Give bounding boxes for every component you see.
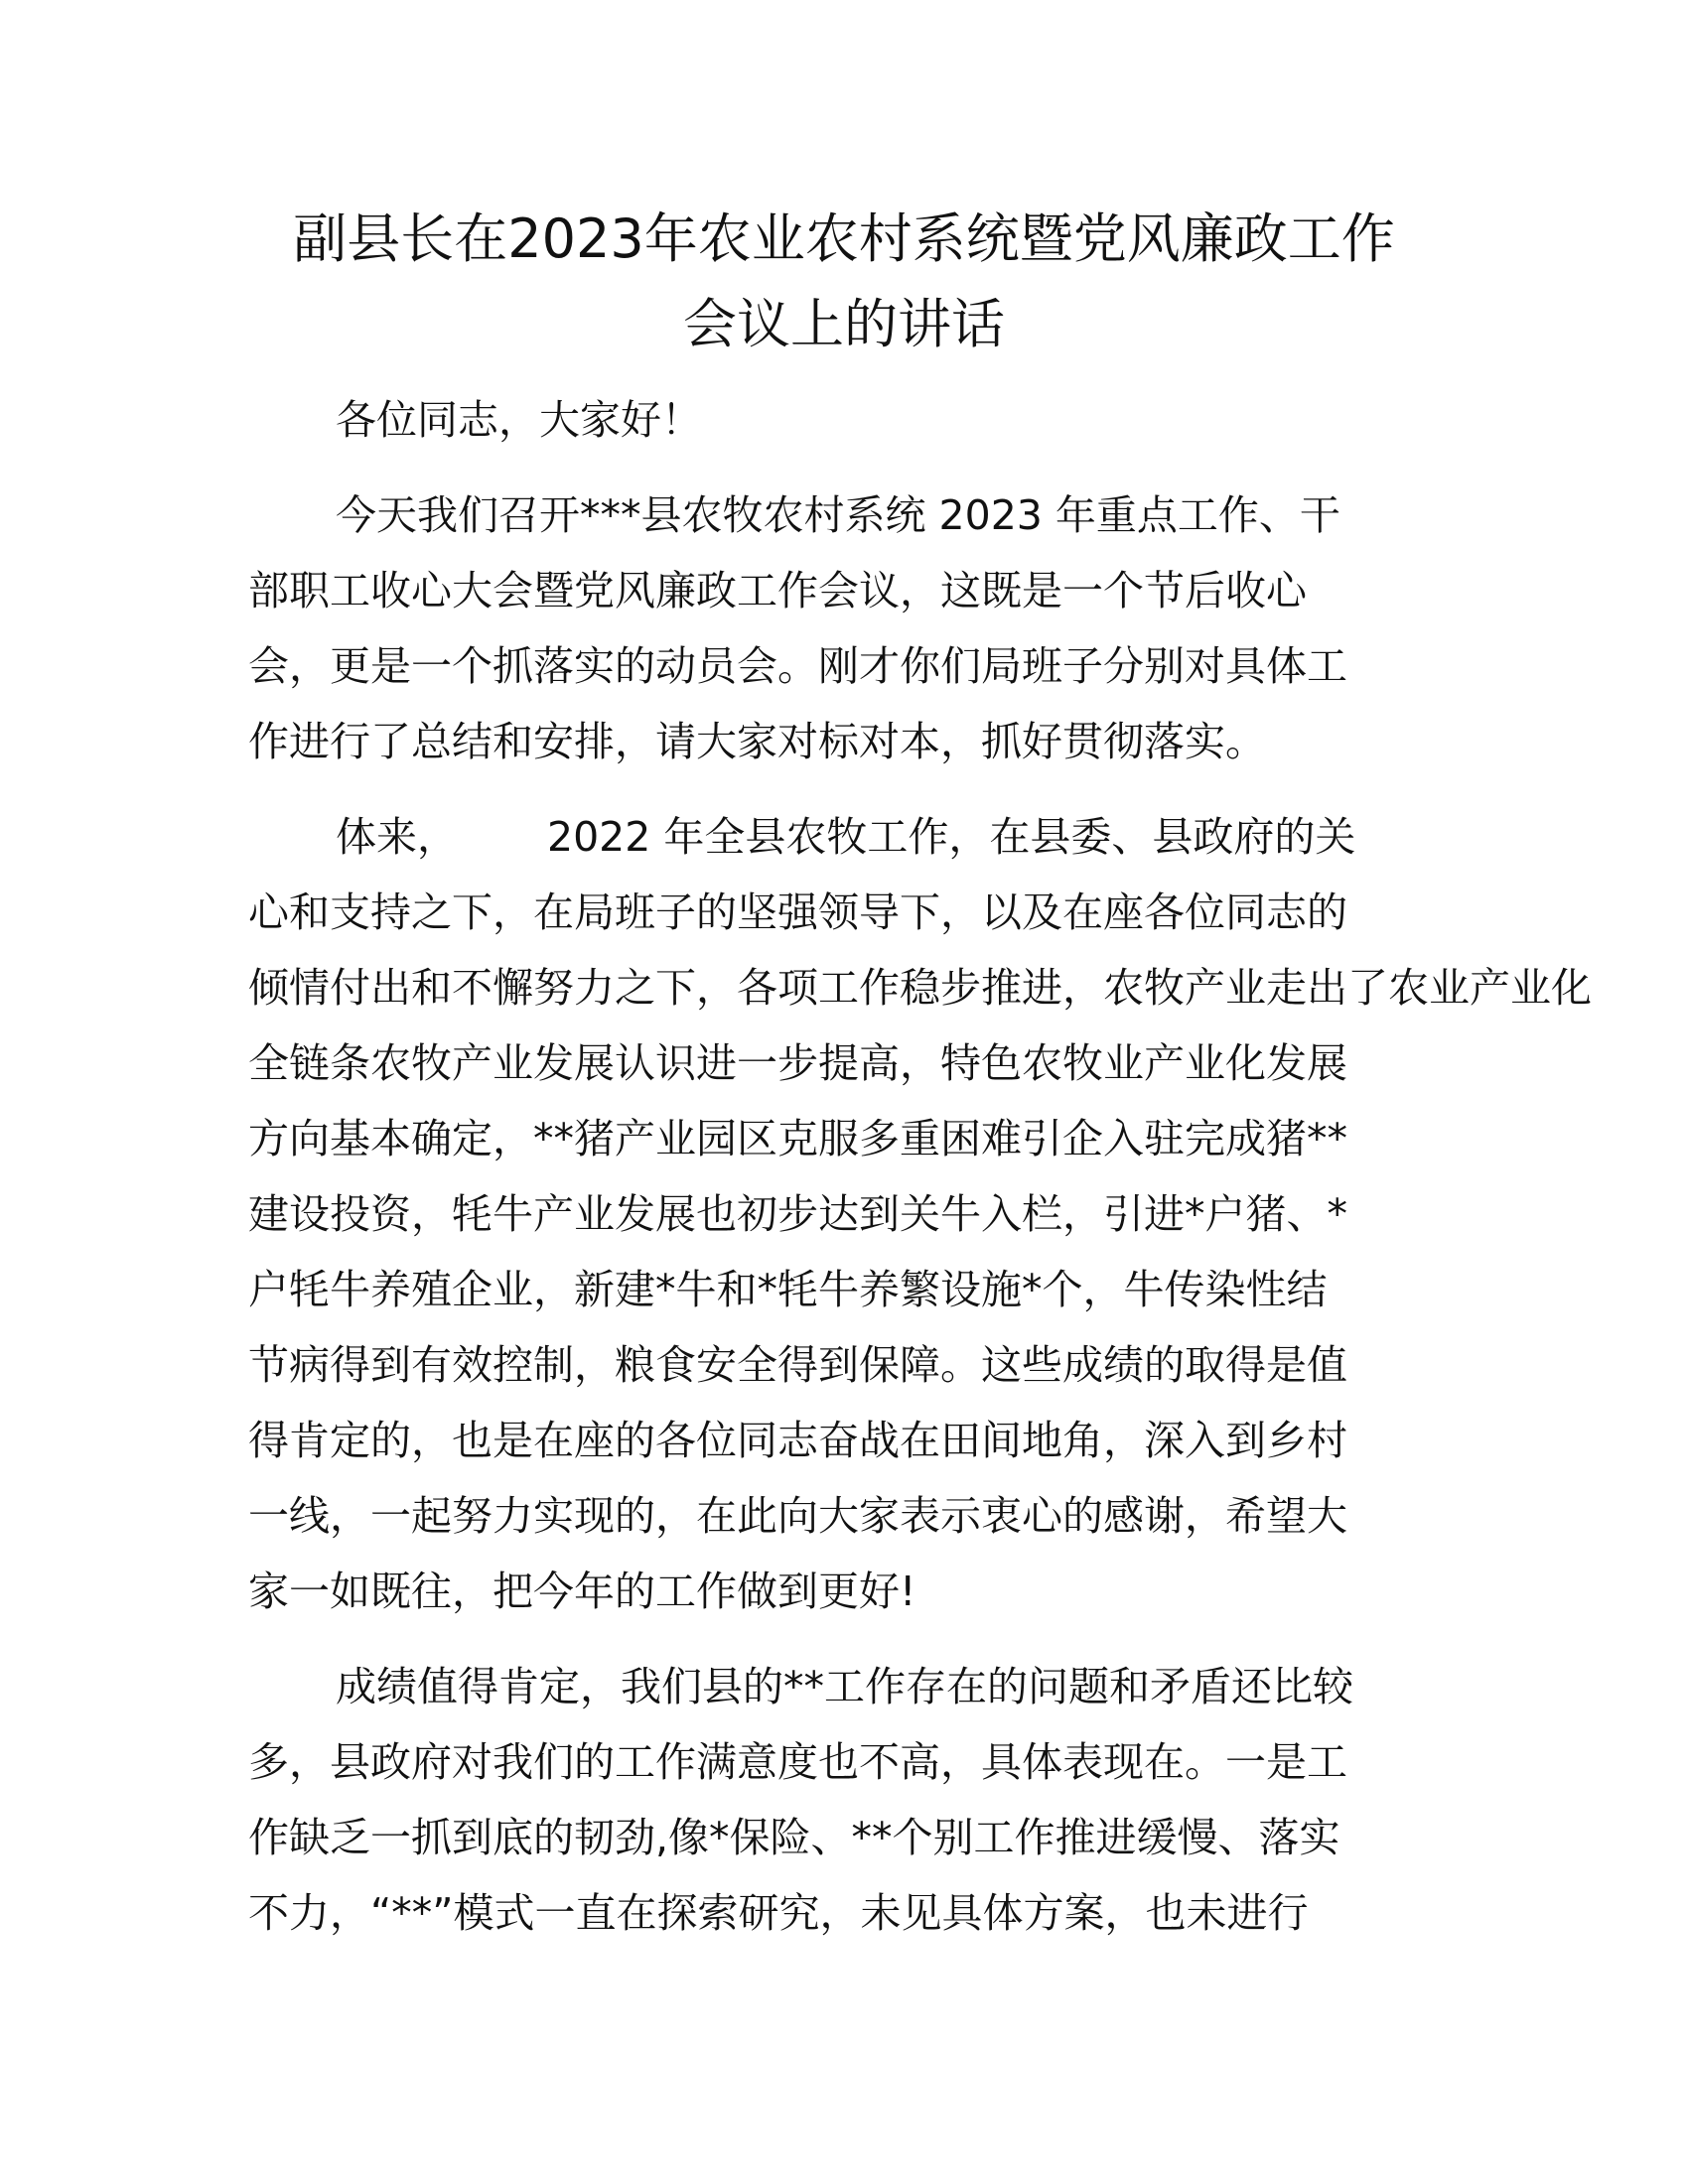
paragraph-line: 多，县政府对我们的工作满意度也不高，具体表现在。一是工 bbox=[248, 1738, 1347, 1786]
paragraph-line: 作进行了总结和安排，请大家对标对本，抓好贯彻落实。 bbox=[248, 718, 1266, 765]
paragraph-3 bbox=[248, 1649, 1440, 1951]
paragraph-line: 全链条农牧产业发展认识进一步提高，特色农牧业产业化发展 bbox=[248, 1039, 1347, 1087]
paragraph-1 bbox=[248, 478, 1440, 779]
paragraph-2 bbox=[248, 799, 1592, 1629]
document-title bbox=[199, 197, 1489, 367]
paragraph-line: 不力，“**”模式一直在探索研究，未见具体方案，也未进行 bbox=[248, 1889, 1309, 1937]
paragraph-line: 家一如既往，把今年的工作做到更好! bbox=[248, 1568, 916, 1615]
paragraph-line: 户牦牛养殖企业，新建*牛和*牦牛养繁设施*个，牛传染性结 bbox=[248, 1266, 1328, 1313]
paragraph-line: 部职工收心大会暨党风廉政工作会议，这既是一个节后收心 bbox=[248, 567, 1307, 614]
paragraph-line: 心和支持之下，在局班子的坚强领导下，以及在座各位同志的 bbox=[248, 888, 1347, 936]
paragraph-line: 节病得到有效控制，粮食安全得到保障。这些成绩的取得是值 bbox=[248, 1341, 1347, 1389]
document-body bbox=[248, 382, 1592, 1971]
greeting-line: 各位同志，大家好！ bbox=[336, 396, 702, 444]
paragraph-line: 得肯定的，也是在座的各位同志奋战在田间地角，深入到乡村 bbox=[248, 1417, 1347, 1464]
paragraph-line: 成绩值得肯定，我们县的**工作存在的问题和矛盾还比较 bbox=[336, 1663, 1353, 1710]
paragraph-line: 建设投资，牦牛产业发展也初步达到关牛入栏，引进*户猪、* bbox=[248, 1190, 1347, 1238]
paragraph-line-overflow: 倾情付出和不懈努力之下，各项工作稳步推进，农牧产业走出了农业产业化 bbox=[248, 964, 1592, 1012]
paragraph-line: 一线，一起努力实现的，在此向大家表示衷心的感谢，希望大 bbox=[248, 1492, 1347, 1540]
title-line-1: 副县长在2023年农业农村系统暨党风廉政工作 bbox=[293, 207, 1395, 270]
paragraph-first-line bbox=[248, 799, 1440, 875]
paragraph-line: 会，更是一个抓落实的动员会。刚才你们局班子分别对具体工 bbox=[248, 642, 1347, 690]
paragraph-line-start: 体来， bbox=[336, 813, 458, 861]
paragraph-line: 方向基本确定，**猪产业园区克服多重困难引企入驻完成猪** bbox=[248, 1115, 1347, 1162]
paragraph-line: 今天我们召开***县农牧农村系统 2023 年重点工作、干 bbox=[336, 491, 1340, 539]
greeting-paragraph bbox=[248, 382, 1440, 458]
title-line-2: 会议上的讲话 bbox=[683, 293, 1005, 355]
paragraph-line: 作缺乏一抓到底的韧劲,像*保险、**个别工作推进缓慢、落实 bbox=[248, 1814, 1340, 1861]
paragraph-line-rest: 2022 年全县农牧工作，在县委、县政府的关 bbox=[547, 813, 1356, 861]
